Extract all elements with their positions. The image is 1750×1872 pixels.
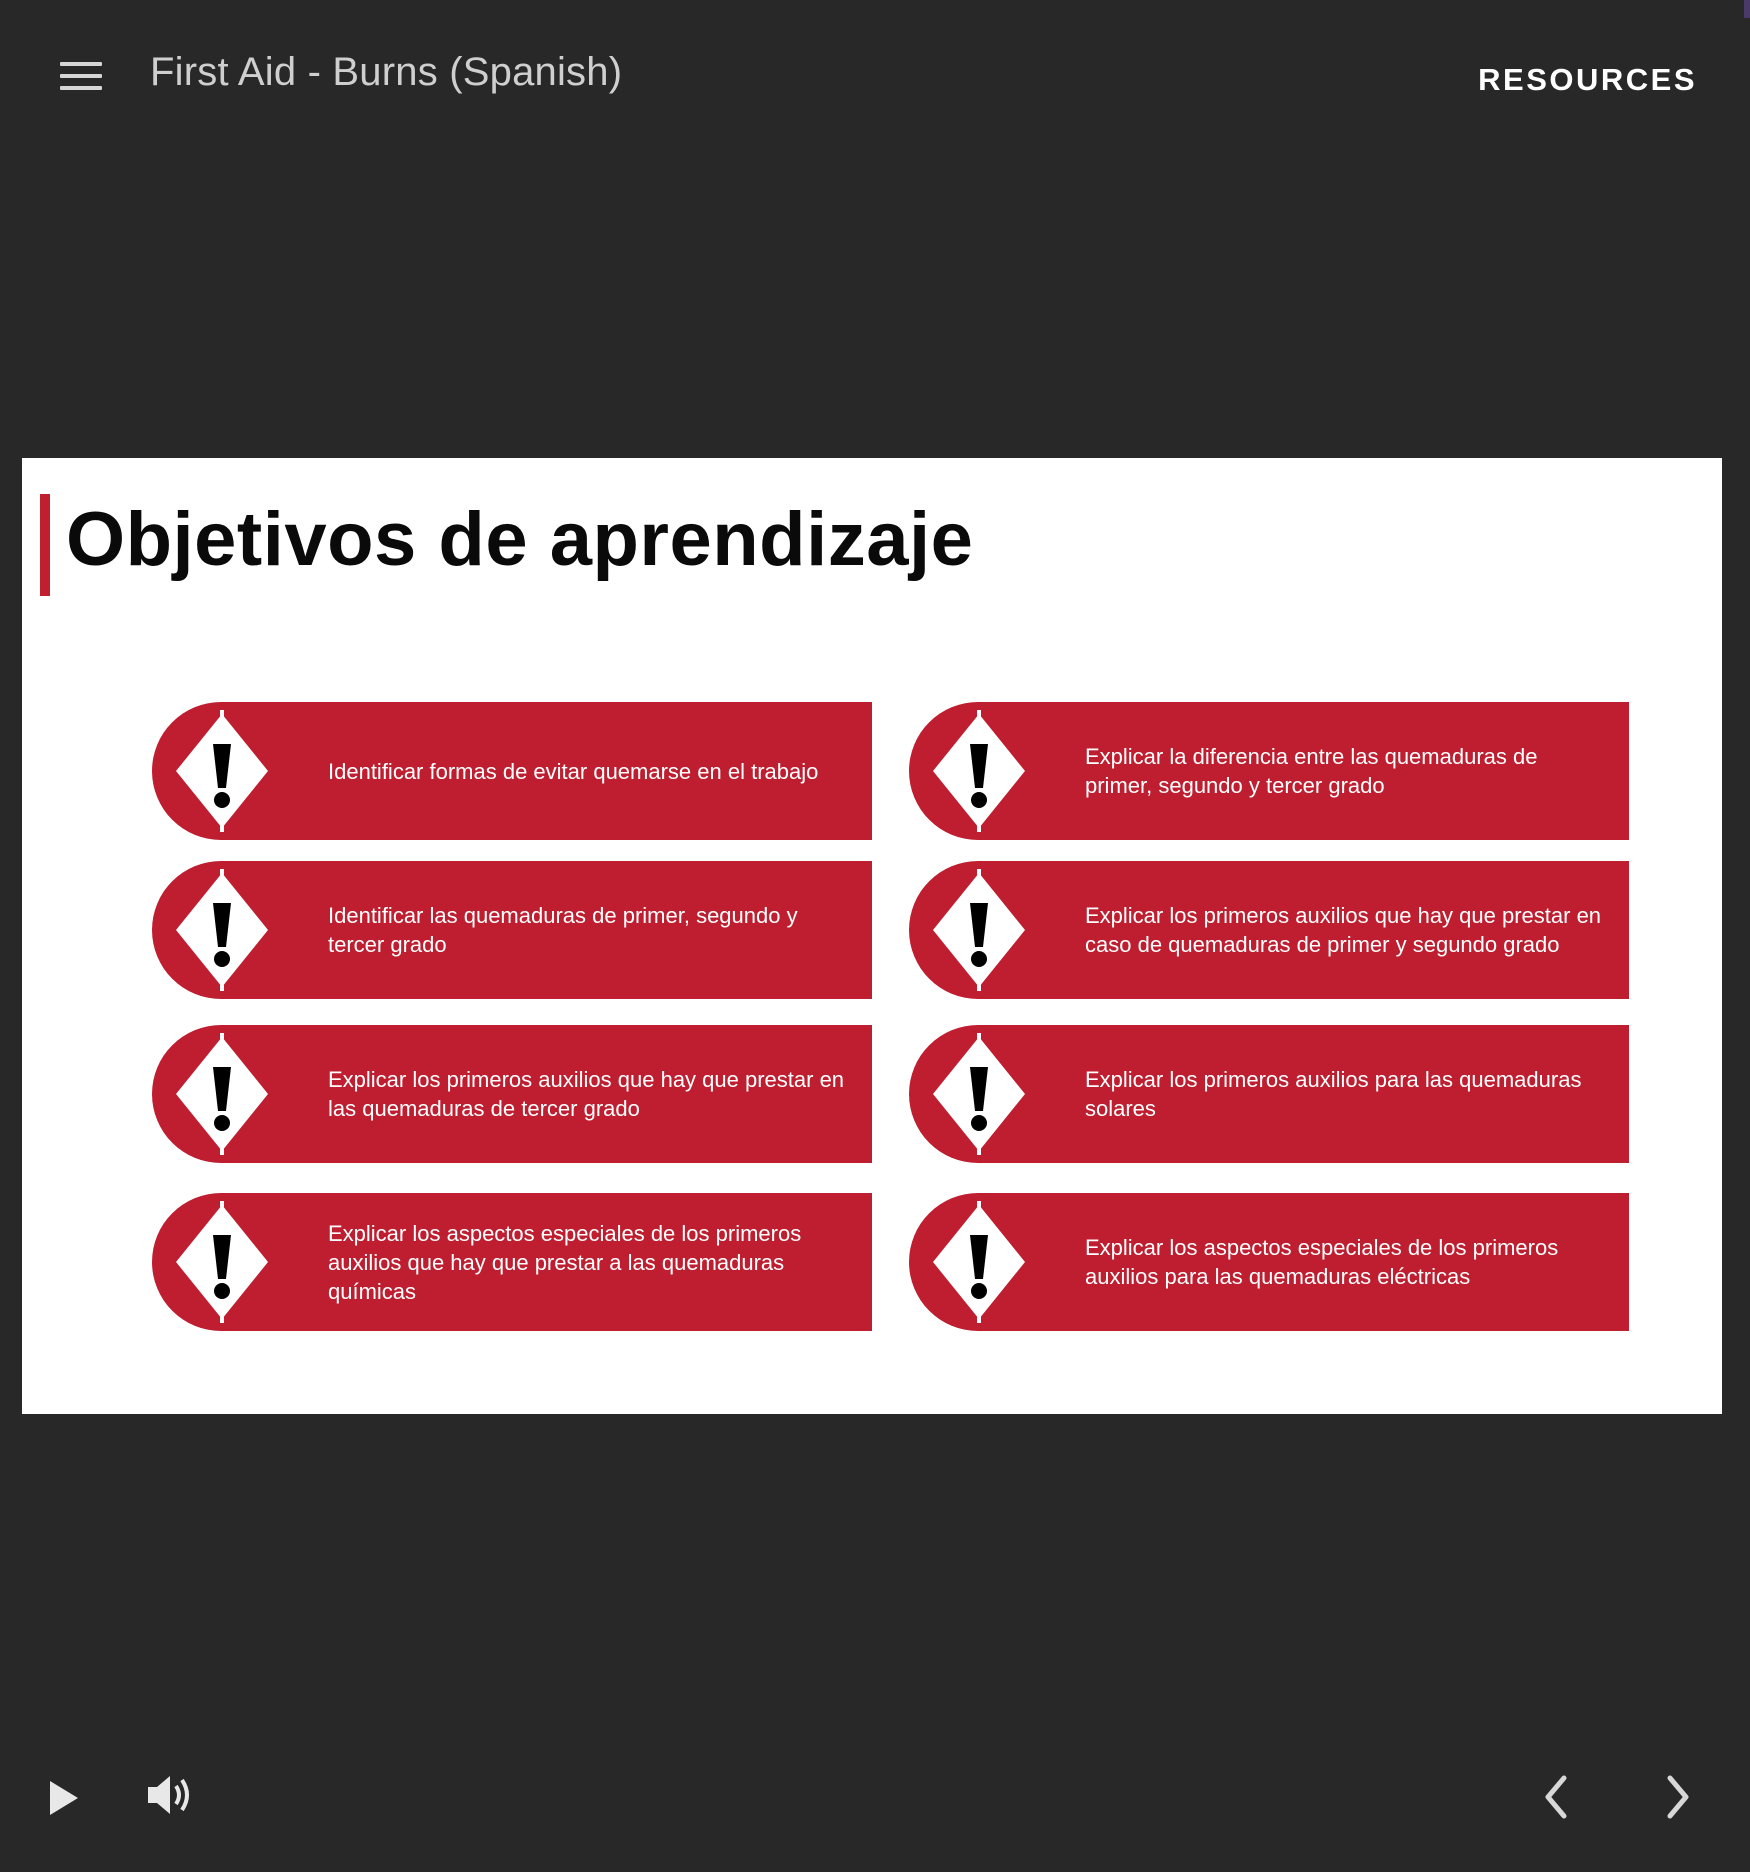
objective-text: Explicar los primeros auxilios para las quemaduras solares bbox=[1085, 1067, 1582, 1121]
play-icon[interactable] bbox=[46, 1778, 82, 1818]
objective-card[interactable] bbox=[909, 702, 1629, 840]
objective-card[interactable] bbox=[152, 861, 872, 999]
objective-card[interactable] bbox=[909, 861, 1629, 999]
objective-text: Explicar los primeros auxilios que hay que prestar en las quemaduras de tercer grado bbox=[328, 1067, 845, 1121]
objective-text: Explicar los primeros auxilios que hay que prestar en caso de quemaduras de primer y segundo grado bbox=[1085, 903, 1602, 957]
objective-card[interactable] bbox=[152, 1025, 872, 1163]
warning-diamond-icon bbox=[172, 710, 272, 832]
warning-diamond-icon bbox=[929, 1201, 1029, 1323]
objective-text: Explicar los aspectos especiales de los primeros auxilios para las quemaduras eléctricas bbox=[1085, 1235, 1559, 1289]
course-title: First Aid - Burns (Spanish) bbox=[150, 50, 623, 94]
chevron-right-icon[interactable] bbox=[1662, 1774, 1694, 1820]
chevron-left-icon[interactable] bbox=[1540, 1774, 1572, 1820]
objective-card[interactable] bbox=[152, 1193, 872, 1331]
warning-diamond-icon bbox=[929, 869, 1029, 991]
hamburger-menu-icon[interactable] bbox=[56, 58, 104, 94]
warning-diamond-icon bbox=[172, 1033, 272, 1155]
slide bbox=[22, 458, 1722, 1414]
title-accent-bar bbox=[40, 494, 50, 596]
objective-text: Explicar la diferencia entre las quemaduras de primer, segundo y tercer grado bbox=[1085, 744, 1538, 798]
objective-card[interactable] bbox=[152, 702, 872, 840]
window-edge-accent bbox=[1744, 0, 1750, 18]
objective-text: Identificar formas de evitar quemarse en el trabajo bbox=[328, 758, 819, 784]
objective-card[interactable] bbox=[909, 1025, 1629, 1163]
volume-icon[interactable] bbox=[146, 1772, 196, 1818]
warning-diamond-icon bbox=[929, 710, 1029, 832]
slide-title: Objetivos de aprendizaje bbox=[66, 497, 974, 582]
warning-diamond-icon bbox=[172, 1201, 272, 1323]
warning-diamond-icon bbox=[929, 1033, 1029, 1155]
objective-text: Identificar las quemaduras de primer, segundo y tercer grado bbox=[328, 903, 798, 957]
resources-button[interactable]: RESOURCES bbox=[1478, 62, 1697, 97]
warning-diamond-icon bbox=[172, 869, 272, 991]
objective-text: Explicar los aspectos especiales de los primeros auxilios que hay que prestar a las quemaduras químicas bbox=[328, 1220, 802, 1304]
objective-card[interactable] bbox=[909, 1193, 1629, 1331]
